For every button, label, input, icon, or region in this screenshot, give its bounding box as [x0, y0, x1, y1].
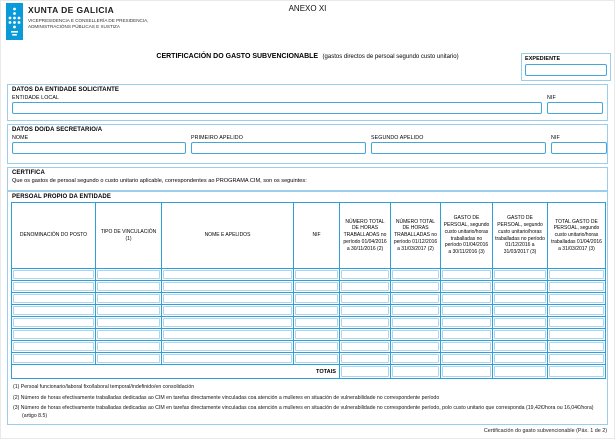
certifica-heading: CERTIFICA: [12, 170, 45, 176]
table-cell: [96, 293, 162, 305]
table-cell: [493, 341, 548, 353]
table-cell: [162, 329, 294, 341]
cell-input-box[interactable]: [392, 270, 439, 279]
brand-dept-line1: VICEPRESIDENCIA E CONSELLERÍA DE PRESIDENCIA,: [28, 18, 149, 23]
table-row: [12, 329, 605, 341]
column-header-horas-periodo2: NÚMERO TOTAL DE HORAS TRABALLADAS no período 01/12/2016 a 31/03/2017 (2): [391, 203, 441, 269]
table-cell: [12, 293, 96, 305]
table-cell: [12, 281, 96, 293]
cell-input-box[interactable]: [549, 342, 604, 351]
table-cell: [340, 353, 391, 365]
cell-input-box[interactable]: [341, 282, 389, 291]
document-title-sub: (gastos directos de persoal segundo custo unitario): [322, 54, 459, 60]
cell-input-box[interactable]: [163, 354, 292, 363]
table-cell: [12, 305, 96, 317]
cell-input-box[interactable]: [392, 330, 439, 339]
cell-input-box[interactable]: [163, 318, 292, 327]
table-cell: [391, 293, 441, 305]
column-header-nif: NIF: [294, 203, 340, 269]
table-row: [12, 293, 605, 305]
cell-input-box[interactable]: [549, 354, 604, 363]
table-cell: [493, 293, 548, 305]
cell-input-box[interactable]: [549, 330, 604, 339]
entidade-nif-input[interactable]: [547, 102, 603, 114]
table-cell: [493, 329, 548, 341]
cell-input-box[interactable]: [97, 282, 160, 291]
document-title-main: CERTIFICACIÓN DO GASTO SUBVENCIONABLE: [156, 53, 319, 60]
table-cell: [493, 353, 548, 365]
table-cell: [12, 317, 96, 329]
column-header-gasto-periodo1: GASTO DE PERSOAL, segundo custo unitario/horas traballadas no período 01/04/2016 a 30/11/2016 (3): [441, 203, 493, 269]
cell-input-box[interactable]: [442, 318, 491, 327]
entidade-local-input[interactable]: [12, 102, 542, 114]
persoal-title: PERSOAL PROPIO DA ENTIDADE: [12, 194, 111, 200]
table-cell: [294, 269, 340, 281]
cell-input-box[interactable]: [295, 318, 338, 327]
cell-input-box[interactable]: [341, 354, 389, 363]
table-cell: [340, 281, 391, 293]
table-cell: [294, 317, 340, 329]
table-cell: [441, 281, 493, 293]
brand-dept: [28, 18, 149, 30]
section-secretario-title: DATOS DO/DA SECRETARIO/A: [12, 127, 103, 133]
field-secretario-nif: [551, 133, 607, 154]
nome-label: NOME: [12, 135, 29, 141]
table-cell: [441, 317, 493, 329]
table-cell: [96, 317, 162, 329]
cell-input-box[interactable]: [341, 306, 389, 315]
table-row: [12, 353, 605, 365]
cell-input-box[interactable]: [494, 318, 546, 327]
secretario-nif-label: NIF: [551, 135, 560, 141]
cell-input-box[interactable]: [163, 342, 292, 351]
table-cell: [96, 269, 162, 281]
cell-input-box[interactable]: [442, 282, 491, 291]
cell-input-box[interactable]: [295, 306, 338, 315]
cell-input-box[interactable]: [442, 270, 491, 279]
table-cell: [391, 281, 441, 293]
field-segundo-apelido: [371, 133, 546, 154]
cell-input-box[interactable]: [163, 270, 292, 279]
footnote-2: (2) Número de horas efectivamente traballadas dedicadas ao CIM en tarefas directamente vinculadas coa atención a mulleres en situación de vulnerabilidade no correspondente período: [13, 394, 440, 401]
entidade-local-label: ENTIDADE LOCAL: [12, 95, 60, 101]
table-cell: [96, 281, 162, 293]
secretario-nif-input[interactable]: [551, 142, 607, 154]
field-primeiro-apelido: [191, 133, 366, 154]
table-cell: [493, 281, 548, 293]
section-certifica: [7, 167, 608, 191]
cell-input-box[interactable]: [494, 330, 546, 339]
table-cell: [162, 341, 294, 353]
table-cell: [548, 269, 605, 281]
table-cell: [12, 353, 96, 365]
certifica-body-text: Que os gastos de persoal segundo o custo unitario aplicable, correspondentes ao PROGRAMA CIM, son os seguintes:: [12, 178, 307, 184]
cell-input-box[interactable]: [97, 270, 160, 279]
table-row: [12, 305, 605, 317]
cell-input-box[interactable]: [163, 294, 292, 303]
cell-input-box[interactable]: [549, 294, 604, 303]
table-cell: [441, 305, 493, 317]
table-cell: [12, 341, 96, 353]
cell-input-box[interactable]: [494, 270, 546, 279]
cell-input-box[interactable]: [97, 354, 160, 363]
table-cell: [340, 293, 391, 305]
cell-input-box[interactable]: [442, 306, 491, 315]
cell-input-box[interactable]: [97, 318, 160, 327]
totals-input-box[interactable]: [494, 366, 546, 377]
table-cell: [96, 341, 162, 353]
cell-input-box[interactable]: [163, 330, 292, 339]
cell-input-box[interactable]: [392, 282, 439, 291]
expediente-label: EXPEDIENTE: [525, 56, 561, 62]
table-cell: [548, 353, 605, 365]
table-header-row: [12, 203, 605, 269]
persoal-table: [11, 202, 606, 379]
cell-input-box[interactable]: [494, 342, 546, 351]
cell-input-box[interactable]: [442, 342, 491, 351]
table-cell: [12, 329, 96, 341]
cell-input-box[interactable]: [341, 342, 389, 351]
cell-input-box[interactable]: [341, 330, 389, 339]
totals-row: [12, 365, 605, 378]
cell-input-box[interactable]: [549, 270, 604, 279]
cell-input-box[interactable]: [442, 330, 491, 339]
column-header-horas-periodo1: NÚMERO TOTAL DE HORAS TRABALLADAS no período 01/04/2016 a 30/11/2016 (2): [340, 203, 391, 269]
section-secretario: [7, 124, 608, 164]
brand-dept-line2: ADMINISTRACIÓNS PÚBLICAS E XUSTIZA: [28, 24, 120, 30]
cell-input-box[interactable]: [494, 282, 546, 291]
nome-input[interactable]: [12, 142, 186, 154]
table-cell: [294, 305, 340, 317]
cell-input-box[interactable]: [295, 270, 338, 279]
cell-input-box[interactable]: [163, 306, 292, 315]
cell-input-box[interactable]: [341, 294, 389, 303]
entidade-nif-label: NIF: [547, 95, 556, 101]
table-cell: [391, 329, 441, 341]
section-entidade-title: DATOS DA ENTIDADE SOLICITANTE: [12, 87, 120, 93]
cell-input-box[interactable]: [13, 318, 94, 327]
column-header-vinculacion: TIPO DE VINCULACIÓN (1): [96, 203, 162, 269]
table-cell: [294, 353, 340, 365]
footnote-1: (1) Persoal funcionario/laboral fixo/laboral temporal/indefinido/en consolidación: [13, 384, 195, 390]
page-footer: Certificación do gasto subvencionable (Páx. 1 de 2): [483, 428, 607, 434]
primeiro-apelido-label: PRIMEIRO APELIDO: [191, 135, 243, 141]
table-cell: [96, 353, 162, 365]
footnotes: [8, 379, 607, 420]
cell-input-box[interactable]: [97, 294, 160, 303]
cell-input-box[interactable]: [442, 294, 491, 303]
section-persoal: [7, 191, 608, 425]
expediente-box: [521, 53, 611, 81]
table-cell: [391, 317, 441, 329]
table-cell: [340, 329, 391, 341]
column-header-gasto-periodo2: GASTO DE PERSOAL, segundo custo unitario/horas traballadas no período 01/12/2016 a 31/03/2017 (3): [493, 203, 548, 269]
anexo-label: ANEXO XI: [288, 4, 327, 13]
primeiro-apelido-input[interactable]: [191, 142, 366, 154]
totals-cell: [391, 365, 441, 378]
cell-input-box[interactable]: [97, 342, 160, 351]
table-cell: [340, 341, 391, 353]
footnote-3: (3) Número de horas efectivamente traballadas dedicadas ao CIM en tarefas directamente vinculadas coa atención a mulleres en situación de vulnerabilidade no correspondente período, polo custo unitario que corresponda (19,42€/hora ou 16,04€/hora) (artigo 8.5): [13, 405, 594, 419]
table-cell: [493, 305, 548, 317]
table-cell: [294, 293, 340, 305]
cell-input-box[interactable]: [549, 318, 604, 327]
cell-input-box[interactable]: [97, 330, 160, 339]
table-cell: [391, 353, 441, 365]
table-cell: [441, 329, 493, 341]
table-cell: [162, 281, 294, 293]
cell-input-box[interactable]: [163, 282, 292, 291]
table-cell: [548, 317, 605, 329]
expediente-input[interactable]: [525, 64, 607, 76]
table-cell: [162, 317, 294, 329]
segundo-apelido-input[interactable]: [371, 142, 546, 154]
table-row: [12, 269, 605, 281]
cell-input-box[interactable]: [494, 354, 546, 363]
table-cell: [162, 305, 294, 317]
table-cell: [548, 305, 605, 317]
table-cell: [548, 281, 605, 293]
cell-input-box[interactable]: [13, 282, 94, 291]
totals-input-box[interactable]: [392, 366, 439, 377]
field-entidade-nif: [547, 93, 603, 114]
table-cell: [294, 341, 340, 353]
column-header-denominacion: DENOMINACIÓN DO POSTO: [12, 203, 96, 269]
section-entidade: [7, 84, 608, 121]
cell-input-box[interactable]: [494, 306, 546, 315]
table-row: [12, 341, 605, 353]
totals-cell: [493, 365, 548, 378]
table-cell: [441, 353, 493, 365]
table-cell: [294, 329, 340, 341]
table-cell: [548, 341, 605, 353]
table-cell: [340, 317, 391, 329]
table-cell: [12, 269, 96, 281]
totals-label: TOTAIS: [12, 365, 340, 378]
cell-input-box[interactable]: [392, 342, 439, 351]
table-cell: [548, 329, 605, 341]
table-cell: [294, 281, 340, 293]
cell-input-box[interactable]: [295, 294, 338, 303]
cell-input-box[interactable]: [442, 354, 491, 363]
cell-input-box[interactable]: [13, 306, 94, 315]
table-cell: [162, 353, 294, 365]
cell-input-box[interactable]: [341, 270, 389, 279]
cell-input-box[interactable]: [295, 342, 338, 351]
cell-input-box[interactable]: [392, 294, 439, 303]
cell-input-box[interactable]: [13, 354, 94, 363]
totals-cell: [548, 365, 605, 378]
totals-cell: [340, 365, 391, 378]
table-row: [12, 281, 605, 293]
cell-input-box[interactable]: [341, 318, 389, 327]
cell-input-box[interactable]: [549, 282, 604, 291]
table-cell: [493, 269, 548, 281]
table-cell: [548, 293, 605, 305]
table-cell: [391, 341, 441, 353]
table-cell: [441, 269, 493, 281]
cell-input-box[interactable]: [549, 306, 604, 315]
table-cell: [441, 293, 493, 305]
cell-input-box[interactable]: [13, 330, 94, 339]
column-header-total-gasto: TOTAL GASTO DE PERSOAL, segundo custo unitario/horas traballadas 01/04/2016 a 31/03/2017 (3): [548, 203, 605, 269]
brand-name: XUNTA DE GALICIA: [28, 5, 115, 15]
cell-input-box[interactable]: [97, 306, 160, 315]
table-cell: [162, 269, 294, 281]
cell-input-box[interactable]: [295, 354, 338, 363]
table-row: [12, 317, 605, 329]
cell-input-box[interactable]: [13, 294, 94, 303]
cell-input-box[interactable]: [392, 354, 439, 363]
cell-input-box[interactable]: [494, 294, 546, 303]
table-cell: [493, 317, 548, 329]
cell-input-box[interactable]: [13, 270, 94, 279]
table-cell: [340, 305, 391, 317]
table-body: [12, 269, 605, 365]
cell-input-box[interactable]: [392, 306, 439, 315]
table-cell: [441, 341, 493, 353]
totals-input-box[interactable]: [549, 366, 604, 377]
field-entidade-local: [12, 93, 542, 114]
cell-input-box[interactable]: [392, 318, 439, 327]
cell-input-box[interactable]: [295, 330, 338, 339]
table-cell: [162, 293, 294, 305]
totals-input-box[interactable]: [442, 366, 491, 377]
cell-input-box[interactable]: [13, 342, 94, 351]
table-cell: [391, 269, 441, 281]
cell-input-box[interactable]: [295, 282, 338, 291]
totals-cell: [441, 365, 493, 378]
segundo-apelido-label: SEGUNDO APELIDO: [371, 135, 424, 141]
table-cell: [391, 305, 441, 317]
table-cell: [96, 305, 162, 317]
totals-input-box[interactable]: [341, 366, 389, 377]
field-nome: [12, 133, 186, 154]
column-header-nome-apelidos: NOME E APELIDOS: [162, 203, 294, 269]
table-cell: [340, 269, 391, 281]
table-cell: [96, 329, 162, 341]
